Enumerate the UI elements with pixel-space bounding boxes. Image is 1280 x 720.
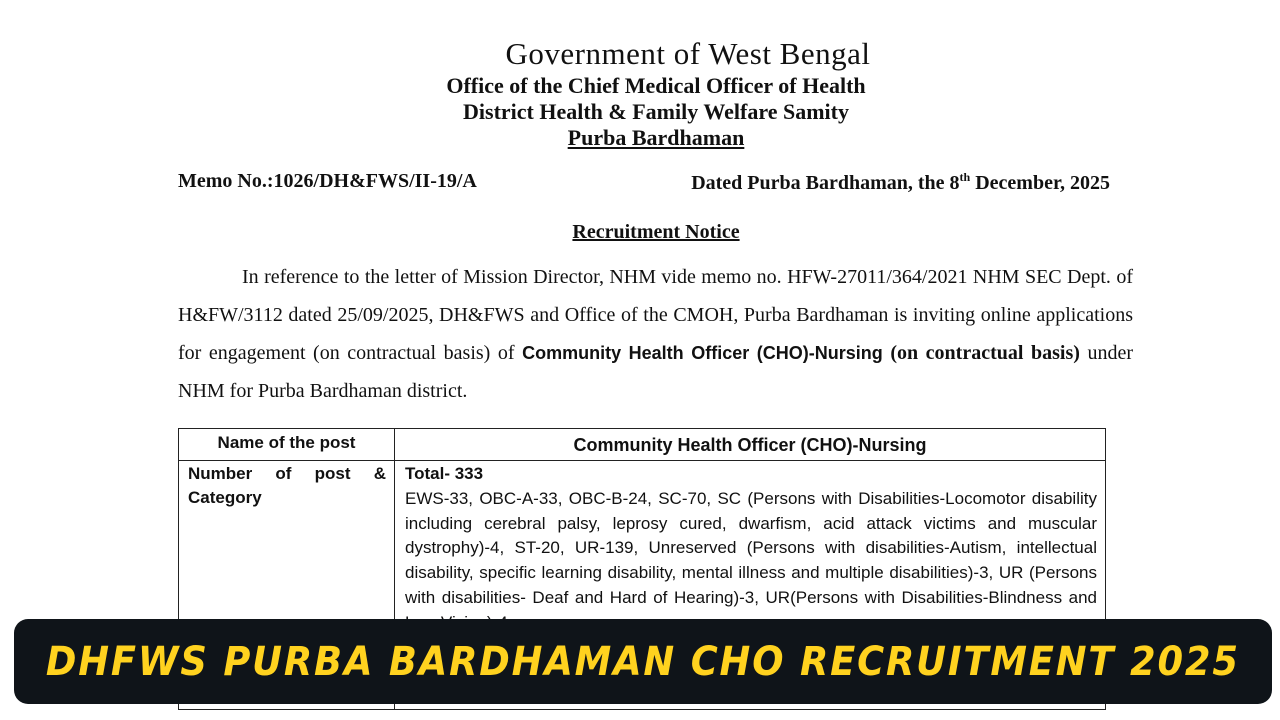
notice-body (178, 258, 1133, 410)
row-label (188, 462, 386, 510)
paragraph-contract-basis: (on contractual basis) (882, 342, 1080, 364)
district-title: Purba Bardhaman (567, 125, 745, 150)
memo-number: Memo No.:1026/DH&FWS/II-19/A (178, 170, 477, 192)
title-banner (14, 619, 1272, 704)
paragraph-post-name: Community Health Officer (CHO)-Nursing (522, 343, 883, 363)
memo-date-ordinal: th (959, 170, 971, 184)
row-value (405, 462, 1097, 636)
banner-text: DHFWS PURBA BARDHAMAN CHO RECRUITMENT 2025 (46, 638, 1240, 685)
table-header-left: Name of the post (217, 433, 356, 452)
memo-date-suffix: December, 2025 (970, 172, 1110, 194)
memo-date (691, 170, 1110, 195)
table-header-right: Community Health Officer (CHO)-Nursing (573, 435, 927, 455)
office-title: Office of the Chief Medical Officer of Health (446, 73, 866, 98)
paragraph-intro: In reference to the letter of Mission Director, NHM vide memo no. HFW-27011/364/2021 NHM SEC Dept. of H&FW/3112 dated 25/09/2025, DH&FWS and Office of the CMOH, Purba Bardhaman is inviting online applications for engagement (on contractual basis) of (178, 266, 1133, 364)
memo-date-prefix: Dated Purba Bardhaman, the 8 (691, 172, 960, 194)
government-title: Government of West Bengal (505, 36, 871, 71)
notice-paragraph (178, 258, 1133, 410)
row-label-line1: Number of post & (188, 464, 386, 483)
post-categories: EWS-33, OBC-A-33, OBC-B-24, SC-70, SC (Persons with Disabilities-Locomotor disability including cerebral palsy, leprosy cured, dwarfism, acid attack victims and muscular dystrophy)-4, ST-20, UR-139, Unreserved (Persons with disabilities-Autism, intellectual disability, specific learning disability, mental illness and multiple disabilities)-3, UR (Persons with disabilities- Deaf and Hard of Hearing)-3, UR(Persons with Disabilities-Blindness and (405, 488, 1097, 607)
post-total: Total- 333 (405, 464, 484, 483)
samity-title: District Health & Family Welfare Samity (463, 99, 849, 124)
row-label-line2: Category (188, 488, 262, 507)
table-header-divider (179, 460, 1105, 461)
notice-title: Recruitment Notice (572, 221, 740, 243)
paragraph-end: under NHM for Purba Bardhaman district. (178, 342, 1133, 402)
